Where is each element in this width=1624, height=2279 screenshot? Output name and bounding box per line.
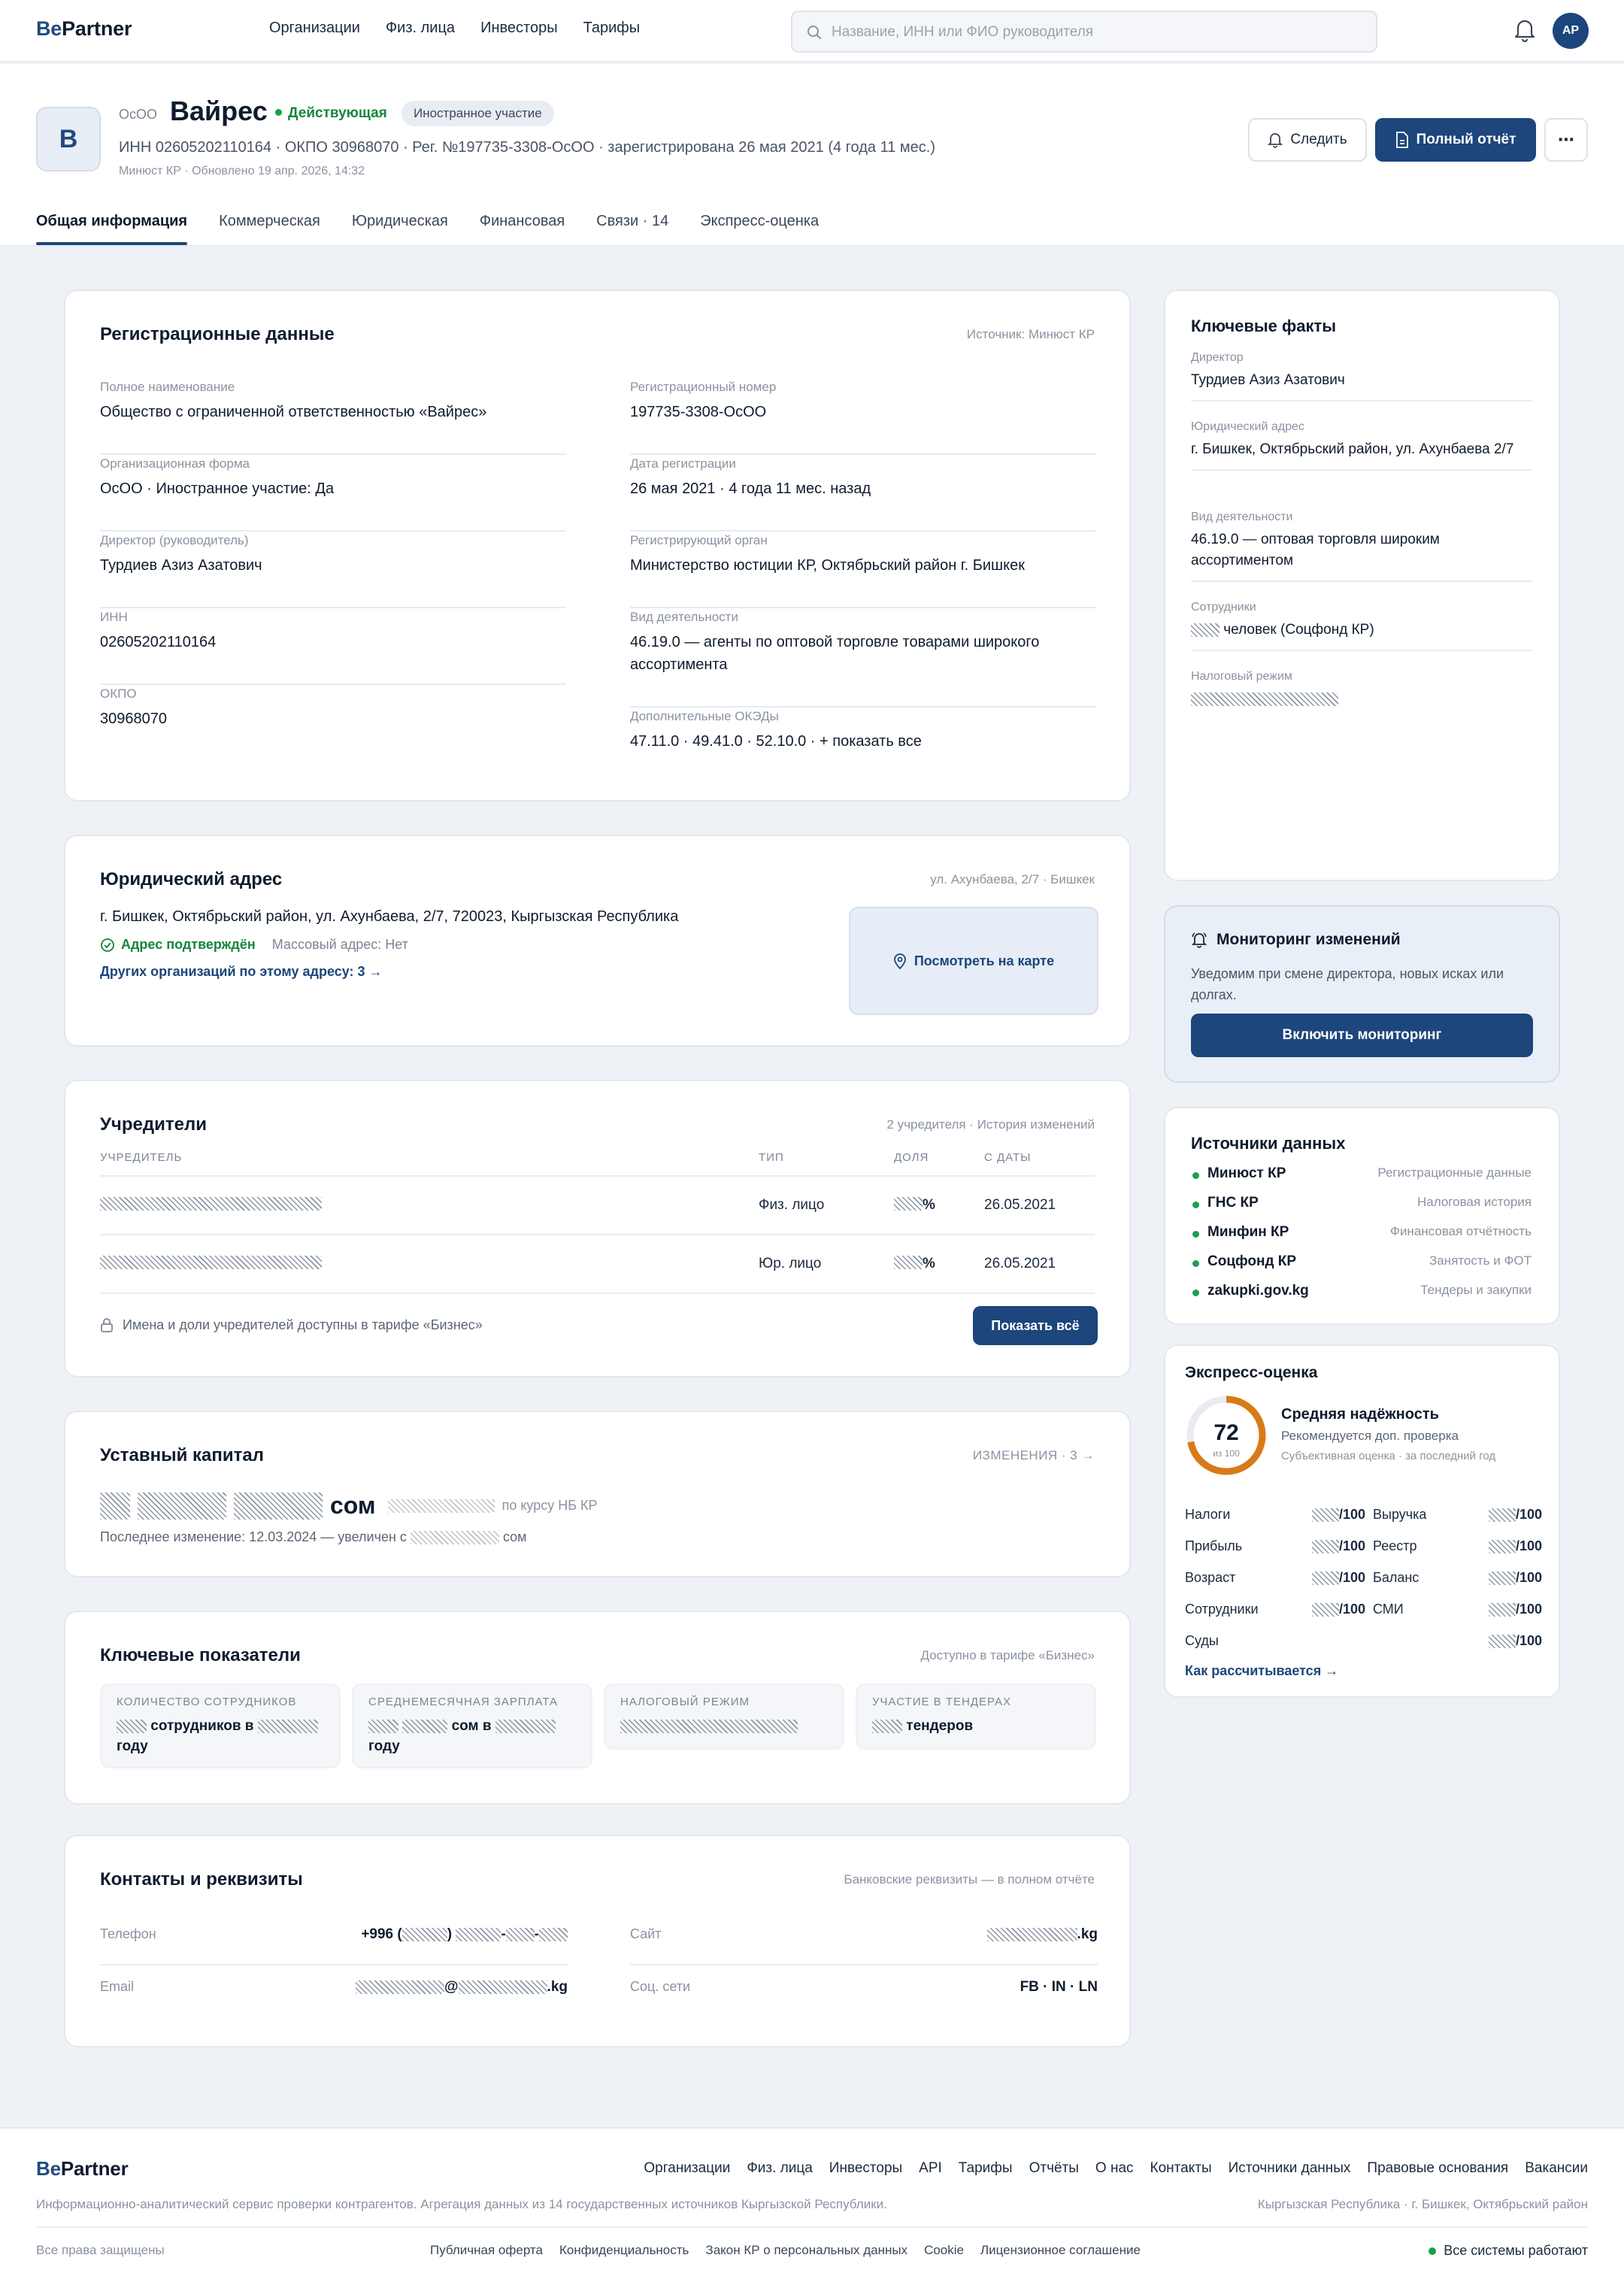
score-value: 72 — [1213, 1420, 1239, 1445]
lock-note-text: Имена и доли учредителей доступны в тарифе «Бизнес» — [123, 1317, 483, 1332]
score-row: Реестр /100 — [1373, 1538, 1542, 1553]
status-badge: Действующая — [275, 105, 387, 122]
logo[interactable]: BePartner — [36, 17, 132, 40]
key-facts-card — [1164, 289, 1560, 881]
registration-source: Источник: Минюст КР — [966, 327, 1095, 341]
footer-legal-links — [430, 2243, 1141, 2258]
score-row: Возраст /100 — [1185, 1570, 1365, 1585]
founder-date: 26.05.2021 — [984, 1197, 1056, 1213]
legal-link[interactable]: Закон КР о персональных данных — [705, 2243, 908, 2257]
footer-link[interactable]: Источники данных — [1228, 2160, 1351, 2176]
footer-link[interactable]: Физ. лица — [747, 2160, 813, 2176]
founder-name-redacted — [100, 1197, 322, 1211]
capital-title: Уставный капитал — [100, 1445, 264, 1465]
legal-link[interactable]: Лицензионное соглашение — [980, 2243, 1141, 2257]
field-reg-authority: Регистрирующий орган Министерство юстиции КР, Октябрьский район г. Бишкек — [630, 533, 1096, 608]
founders-card — [64, 1080, 1131, 1377]
capital-currency: сом — [330, 1492, 376, 1519]
field-activity: Вид деятельности 46.19.0 — агенты по оптовой торговле товарами широкого ассортимента — [630, 610, 1096, 708]
score-row: Сотрудники /100 — [1185, 1602, 1365, 1617]
tab-bar — [36, 213, 819, 245]
lock-icon — [100, 1318, 114, 1333]
company-logo: В — [36, 107, 101, 171]
fact-activity: Вид деятельности 46.19.0 — оптовая торговля широким ассортиментом — [1191, 511, 1533, 582]
founders-title: Учредители — [100, 1114, 207, 1135]
more-button[interactable]: ⋯ — [1544, 118, 1588, 162]
table-row — [100, 1234, 1095, 1293]
footer-link[interactable]: API — [919, 2160, 942, 2176]
field-reg-number: Регистрационный номер 197735-3308-ОсОО — [630, 380, 1096, 455]
col-founder: УЧРЕДИТЕЛЬ — [100, 1151, 183, 1164]
tab-general[interactable]: Общая информация — [24, 213, 187, 245]
source-item: ГНС КР Налоговая история — [1192, 1195, 1532, 1223]
bell-icon[interactable] — [1514, 18, 1535, 42]
capital-amount — [100, 1492, 598, 1520]
capital-last-change: Последнее изменение: 12.03.2024 — увеличен с сом — [100, 1529, 527, 1544]
tab-commercial[interactable]: Коммерческая — [219, 213, 320, 229]
field-inn: ИНН 02605202110164 — [100, 610, 566, 685]
founders-lock-note — [100, 1317, 483, 1333]
key-facts-title: Ключевые факты — [1191, 317, 1337, 335]
capital-rate-note: по курсу НБ КР — [501, 1498, 598, 1513]
source-item: Минфин КР Финансовая отчётность — [1192, 1224, 1532, 1253]
indicator-salary: СРЕДНЕМЕСЯЧНАЯ ЗАРПЛАТА сом в году — [352, 1683, 592, 1768]
company-updated: Минюст КР · Обновлено 19 апр. 2026, 14:32 — [119, 165, 365, 177]
system-status: Все системы работают — [1429, 2243, 1588, 2259]
follow-button[interactable] — [1248, 118, 1367, 162]
footer-logo[interactable]: BePartner — [36, 2157, 129, 2180]
monitoring-title: Мониторинг изменений — [1216, 931, 1401, 948]
bell-ring-icon — [1191, 931, 1207, 949]
monitoring-card — [1164, 905, 1560, 1083]
express-card — [1164, 1344, 1560, 1698]
score-max: из 100 — [1213, 1448, 1240, 1459]
score-row: Прибыль /100 — [1185, 1538, 1365, 1553]
score-recommendation: Рекомендуется доп. проверка — [1281, 1429, 1459, 1443]
footer-description: Информационно-аналитический сервис проверки контрагентов. Агрегация данных из 14 государственных источников Кыргызской Республики. — [36, 2197, 887, 2211]
contacts-card — [64, 1835, 1131, 2047]
col-type: ТИП — [759, 1151, 784, 1164]
field-extra-okved[interactable]: Дополнительные ОКЭДы 47.11.0 · 49.41.0 · 52.10.0 · + показать все — [630, 709, 922, 750]
footer-nav — [644, 2160, 1588, 2177]
founder-type: Физ. лицо — [759, 1197, 825, 1213]
address-title: Юридический адрес — [100, 869, 283, 889]
footer-copyright: Все права защищены — [36, 2243, 165, 2257]
score-row: Суды /100 — [1185, 1633, 1542, 1648]
tab-connections[interactable]: Связи · 14 — [596, 213, 669, 229]
table-row — [100, 1175, 1095, 1234]
contact-email: Email @ .kg — [100, 1979, 568, 1995]
full-report-button[interactable] — [1375, 118, 1536, 162]
footer — [0, 2127, 1624, 2279]
company-name: Вайрес — [170, 95, 268, 126]
monitoring-text: Уведомим при смене директора, новых исках или долгах. — [1191, 966, 1504, 1002]
footer-divider — [36, 2226, 1588, 2228]
address-confirmed: Адрес подтверждён — [121, 937, 256, 952]
indicators-card — [64, 1611, 1131, 1805]
indicator-employees: КОЛИЧЕСТВО СОТРУДНИКОВ сотрудников в году — [100, 1683, 341, 1768]
legal-link[interactable]: Публичная оферта — [430, 2243, 543, 2257]
company-form: ОсОО — [119, 107, 158, 122]
registration-card — [64, 289, 1131, 802]
tab-financial[interactable]: Финансовая — [479, 213, 565, 229]
founder-type: Юр. лицо — [759, 1256, 822, 1271]
contact-phone: Телефон +996 ( ) - - — [100, 1913, 568, 1965]
sources-card — [1164, 1107, 1560, 1325]
nav-pricing[interactable]: Тарифы — [583, 20, 641, 36]
map-button-label: Посмотреть на карте — [914, 953, 1055, 968]
fact-staff: Сотрудники человек (Соцфонд КР) — [1191, 601, 1533, 651]
fact-tax-regime: Налоговый режим — [1191, 670, 1533, 719]
other-orgs-link[interactable]: Других организаций по этому адресу: 3 → — [100, 964, 383, 979]
score-row: СМИ /100 — [1373, 1602, 1542, 1617]
footer-location: Кыргызская Республика · г. Бишкек, Октябрьский район — [1257, 2197, 1588, 2211]
map-button[interactable] — [849, 907, 1098, 1015]
founder-share: % — [894, 1256, 935, 1272]
score-note: Субъективная оценка · за последний год — [1281, 1450, 1496, 1462]
col-share: ДОЛЯ — [894, 1151, 929, 1164]
source-item: Минюст КР Регистрационные данные — [1192, 1165, 1532, 1194]
monitoring-header — [1191, 931, 1401, 949]
contact-site: Сайт .kg — [630, 1913, 1098, 1965]
footer-link[interactable]: Контакты — [1150, 2160, 1212, 2176]
legal-link[interactable]: Конфиденциальность — [559, 2243, 689, 2257]
indicator-tenders: УЧАСТИЕ В ТЕНДЕРАХ тендеров — [856, 1683, 1096, 1750]
score-row: Выручка /100 — [1373, 1507, 1542, 1522]
footer-link[interactable]: Отчёты — [1029, 2160, 1079, 2176]
capital-changes-link[interactable]: ИЗМЕНЕНИЯ · 3 → — [972, 1448, 1095, 1462]
footer-link[interactable]: Вакансии — [1525, 2160, 1588, 2176]
mass-address: Массовый адрес: Нет — [271, 937, 408, 952]
nav-individuals[interactable]: Физ. лица — [385, 20, 456, 36]
search-icon — [806, 24, 823, 41]
score-row: Налоги /100 — [1185, 1507, 1365, 1522]
founder-share: % — [894, 1197, 935, 1214]
founders-divider — [100, 1293, 1095, 1294]
footer-link[interactable]: Инвесторы — [829, 2160, 903, 2176]
fact-address: Юридический адрес г. Бишкек, Октябрьский район, ул. Ахунбаева 2/7 — [1191, 420, 1533, 471]
sources-title: Источники данных — [1191, 1134, 1346, 1153]
footer-link[interactable]: Организации — [644, 2160, 731, 2176]
top-header — [0, 0, 1624, 62]
field-full-name: Полное наименование Общество с ограниченной ответственностью «Вайрес» — [100, 380, 566, 455]
footer-link[interactable]: Правовые основания — [1367, 2160, 1509, 2176]
score-row: Баланс /100 — [1373, 1570, 1542, 1585]
contacts-title: Контакты и реквизиты — [100, 1869, 303, 1890]
foreign-participation-badge: Иностранное участие — [401, 101, 554, 126]
address-card — [64, 835, 1131, 1047]
field-org-form: Организационная форма ОсОО · Иностранное участие: Да — [100, 456, 566, 532]
field-director: Директор (руководитель) Турдиев Азиз Азатович — [100, 533, 566, 608]
legal-link[interactable]: Cookie — [924, 2243, 964, 2257]
field-reg-date: Дата регистрации 26 мая 2021 · 4 года 11 мес. назад — [630, 456, 1096, 532]
follow-label: Следить — [1290, 132, 1347, 147]
source-item: Соцфонд КР Занятость и ФОТ — [1192, 1253, 1532, 1282]
footer-link[interactable]: Тарифы — [958, 2160, 1013, 2176]
footer-link[interactable]: О нас — [1095, 2160, 1134, 2176]
fact-director: Директор Турдиев Азиз Азатович — [1191, 351, 1533, 402]
check-circle-icon — [100, 938, 115, 953]
score-verdict: Средняя надёжность — [1281, 1406, 1439, 1423]
founder-date: 26.05.2021 — [984, 1256, 1056, 1271]
nav-investors[interactable]: Инвесторы — [480, 20, 558, 36]
contacts-note: Банковские реквизиты — в полном отчёте — [844, 1872, 1095, 1887]
address-full: г. Бишкек, Октябрьский район, ул. Ахунбаева, 2/7, 720023, Кыргызская Республика — [100, 908, 679, 925]
tab-express[interactable]: Экспресс-оценка — [700, 213, 820, 229]
col-date: С ДАТЫ — [984, 1151, 1032, 1164]
enable-monitoring-button[interactable]: Включить мониторинг — [1191, 1014, 1533, 1057]
map-pin-icon — [893, 953, 907, 969]
how-calculated-link[interactable]: Как рассчитывается → — [1185, 1663, 1339, 1678]
document-icon — [1395, 132, 1409, 148]
search-input[interactable] — [791, 11, 1377, 53]
user-avatar[interactable]: АР — [1553, 13, 1589, 49]
address-status — [100, 937, 408, 953]
show-all-button[interactable]: Показать всё — [973, 1306, 1098, 1345]
nav-organizations[interactable]: Организации — [269, 20, 360, 36]
registration-title: Регистрационные данные — [100, 324, 335, 344]
founders-meta[interactable]: 2 учредителя · История изменений — [886, 1117, 1095, 1132]
company-header — [0, 64, 1624, 247]
founder-name-redacted — [100, 1256, 322, 1269]
address-short: ул. Ахунбаева, 2/7 · Бишкек — [930, 872, 1095, 886]
indicator-tax-regime: НАЛОГОВЫЙ РЕЖИМ — [604, 1683, 844, 1750]
company-meta: ИНН 02605202110164 · ОКПО 30968070 · Рег. №197735-3308-ОсОО · зарегистрирована 26 мая 2021 (4 года 11 мес.) — [119, 139, 935, 156]
full-report-label: Полный отчёт — [1416, 132, 1516, 147]
source-item: zakupki.gov.kg Тендеры и закупки — [1192, 1283, 1532, 1311]
indicators-note: Доступно в тарифе «Бизнес» — [920, 1648, 1095, 1662]
bell-plus-icon — [1268, 132, 1283, 148]
top-nav — [269, 20, 640, 37]
indicators-title: Ключевые показатели — [100, 1645, 301, 1665]
search-placeholder: Название, ИНН или ФИО руководителя — [832, 24, 1094, 40]
capital-card — [64, 1411, 1131, 1577]
tab-legal[interactable]: Юридическая — [351, 213, 448, 229]
field-okpo: ОКПО 30968070 — [100, 686, 167, 727]
contact-social: Соц. сети FB · IN · LN — [630, 1979, 1098, 1995]
express-title: Экспресс-оценка — [1185, 1364, 1318, 1381]
